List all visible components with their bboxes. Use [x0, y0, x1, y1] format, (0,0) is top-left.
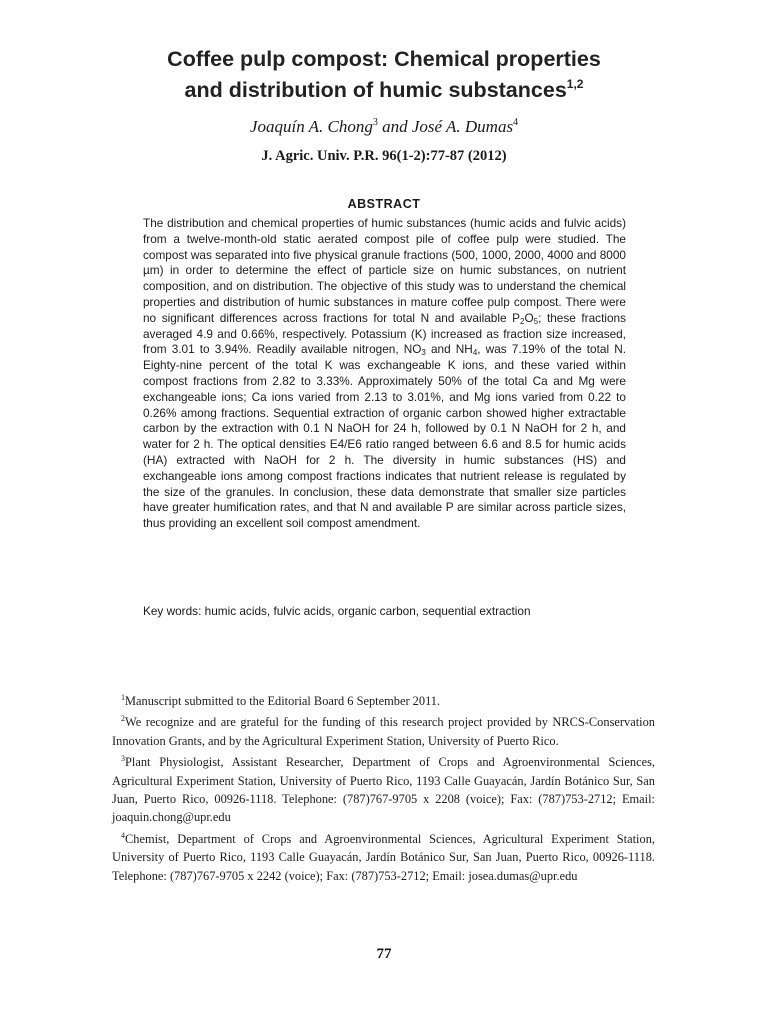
- footnotes: [112, 692, 655, 888]
- footnote-text: Manuscript submitted to the Editorial Board 6 September 2011.: [125, 694, 441, 708]
- page-number: 77: [376, 946, 392, 962]
- author-1: Joaquín A. Chong: [249, 117, 373, 136]
- keywords: Key words: humic acids, fulvic acids, organic carbon, sequential extraction: [143, 604, 531, 618]
- footnote-mark: 2: [121, 714, 125, 724]
- footnote-text: Chemist, Department of Crops and Agroenvironmental Sciences, Agricultural Experiment Station, University of Puerto Rico, 1193 Calle Guayacán, Jardín Botánico Sur, San Juan, Puerto Rico, 00926-1118. Telephone: (787)767-9705 x 2242 (voice); Fax: (787)753-2712; Email: josea.dumas@upr.edu: [112, 831, 655, 883]
- abstract-sub-3: 3: [421, 348, 426, 358]
- title-footnote-marks: 1,2: [566, 77, 584, 91]
- author-1-footnote-mark: 3: [372, 117, 378, 128]
- footnote-mark: 3: [121, 754, 125, 764]
- title-line-2: and distribution of humic substances: [184, 78, 567, 102]
- abstract-text-4: , was 7.19% of the total N. Eighty-nine percent of the total K was exchangeable K ions, and these varied within compost fractions from 2.82 to 3.33%. Approximately 50% of the total Ca and Mg were exchangeable ions; Ca ions varied from 2.13 to 3.01%, and Mg ions varied from 0.22 to 0.26% among fractions. Sequential extraction of organic carbon showed higher extractable carbon by the extraction with 0.1 N NaOH for 24 h, followed by 0.1 N NaOH for 2 h, and water for 2 h. The optical densities E4/E6 ratio ranged between 6.6 and 8.5 for humic acids (HA) extracted with NaOH for 2 h. The diversity in humic substances (HS) and exchangeable ions among compost fractions indicates that nutrient release is regulated by the size of the granules. In conclusion, these data demonstrate that smaller size particles have greater humification rates, and that N and available P are similar across particle sizes, thus providing an excellent soil compost amendment.: [143, 342, 626, 531]
- abstract-heading: ABSTRACT: [347, 197, 421, 211]
- abstract-sub-1: 2: [520, 316, 525, 326]
- title-line-1: Coffee pulp compost: Chemical properties: [167, 47, 601, 71]
- author-2-footnote-mark: 4: [513, 117, 519, 128]
- footnote-mark: 1: [121, 693, 125, 702]
- abstract-text-1: The distribution and chemical properties of humic substances (humic acids and fulvic acids) from a twelve-month-old static aerated compost pile of coffee pulp were studied. The compost was separated into five physical granule fractions (500, 1000, 2000, 4000 and 8000 µm) in order to determine the effect of particle size on humic substances, on nutrient composition, and on distribution. The objective of this study was to understand the chemical properties and distribution of humic substances in mature coffee pulp compost. There were no significant differences across fractions for total N and available P: [143, 216, 626, 325]
- abstract-sub-4: 4: [472, 348, 478, 358]
- author-line: [100, 116, 668, 138]
- footnote-1: [112, 692, 655, 710]
- abstract-text-1b: O: [524, 310, 534, 325]
- abstract-sub-2: 5: [533, 316, 539, 326]
- journal-citation: J. Agric. Univ. P.R. 96(1-2):77-87 (2012): [261, 148, 507, 164]
- author-conjunction: and: [377, 117, 412, 136]
- footnote-2: [112, 713, 655, 750]
- footnote-text: Plant Physiologist, Assistant Researcher, Department of Crops and Agroenvironmental Sciences, Agricultural Experiment Station, University of Puerto Rico, 1193 Calle Guayacán, Jardín Botánico Sur, San Juan, Puerto Rico, 00926-1118. Telephone: (787)767-9705 x 2208 (voice); Fax: (787)753-2712; Email: joaquin.chong@upr.edu: [112, 755, 655, 825]
- abstract-text-2: ; these fractions averaged 4.9 and 0.66%, respectively. Potassium (K) increased as fraction size increased, from 3.01 to 3.94%. Readily available nitrogen, NO: [143, 310, 626, 357]
- footnote-4: [112, 830, 655, 885]
- abstract-paragraph: [143, 216, 626, 532]
- footnote-mark: 4: [121, 830, 125, 840]
- paper-title: [100, 44, 668, 106]
- author-2: José A. Dumas: [411, 117, 514, 136]
- abstract-text-3: and NH: [425, 342, 473, 357]
- footnote-3: [112, 753, 655, 827]
- footnote-text: We recognize and are grateful for the funding of this research project provided by NRCS-Conservation Innovation Grants, and by the Agricultural Experiment Station, University of Puerto Rico.: [112, 715, 655, 748]
